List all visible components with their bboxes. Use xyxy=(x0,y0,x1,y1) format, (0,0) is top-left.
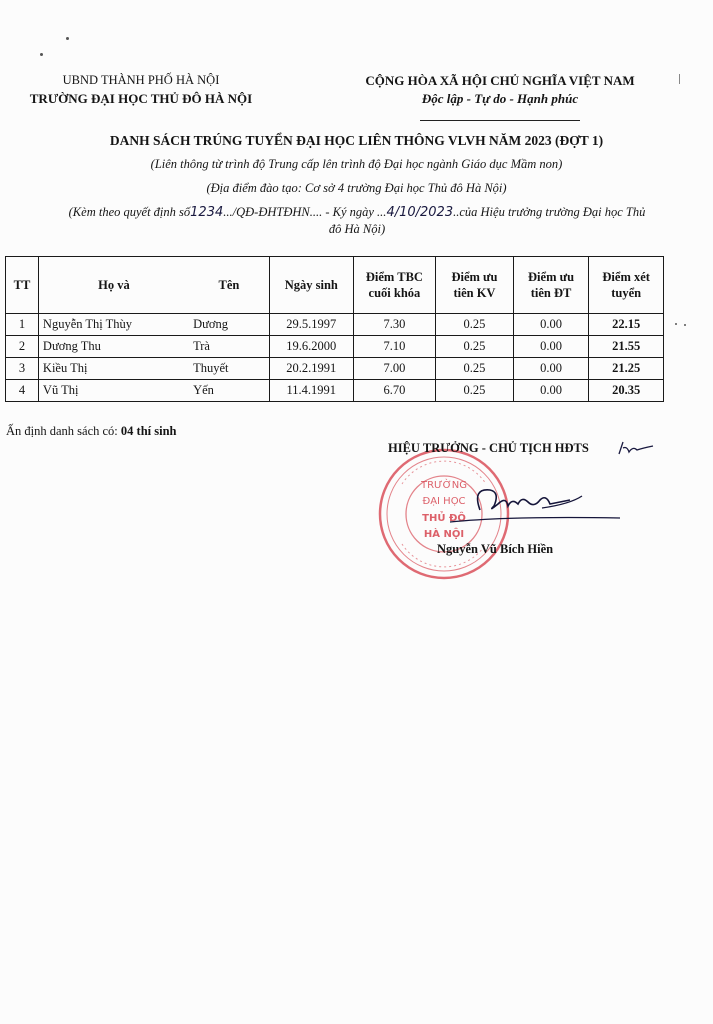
cell-xet-tuyen: 21.25 xyxy=(589,358,664,380)
cell-dt: 0.00 xyxy=(513,314,589,336)
header-uu-tien-kv xyxy=(436,257,514,314)
header-tt: TT xyxy=(6,257,39,314)
scan-speck xyxy=(66,37,69,40)
summary-count: 04 thí sinh xyxy=(120,424,177,438)
admission-table xyxy=(5,256,664,402)
cell-kv: 0.25 xyxy=(436,336,514,358)
seal-line-4: HÀ NỘI xyxy=(423,529,465,540)
cell-xet-tuyen: 22.15 xyxy=(589,314,664,336)
issuing-organization xyxy=(16,72,266,108)
cell-ho-va: Nguyễn Thị Thùy xyxy=(38,314,189,336)
org-line-1: UBND THÀNH PHỐ HÀ NỘI xyxy=(62,73,220,87)
nation-line-2: Độc lập - Tự do - Hạnh phúc xyxy=(421,91,579,106)
cell-ngay-sinh: 29.5.1997 xyxy=(269,314,353,336)
motto-underline xyxy=(420,120,580,121)
decree-part-1: (Kèm theo quyết định số xyxy=(68,205,191,219)
table-header-row xyxy=(6,257,664,314)
header-xet-tuyen xyxy=(589,257,664,314)
header-kv-line2: tiên KV xyxy=(453,286,496,300)
header-full-name xyxy=(38,257,269,314)
signatory-name: Nguyễn Vũ Bích Hiền xyxy=(437,542,554,556)
header-dt-line1: Điểm ưu xyxy=(528,270,575,284)
cell-kv: 0.25 xyxy=(436,380,514,402)
subtitle-location: (Địa điểm đào tạo: Cơ sở 4 trường Đại học Thủ đô Hà Nội) xyxy=(206,181,507,195)
header-diem-tbc-line1: Điểm TBC xyxy=(365,270,423,284)
cell-tt: 4 xyxy=(6,380,39,402)
cell-ngay-sinh: 11.4.1991 xyxy=(269,380,353,402)
cell-ho-va: Dương Thu xyxy=(38,336,189,358)
header-diem-tbc xyxy=(353,257,436,314)
cell-kv: 0.25 xyxy=(436,314,514,336)
header-ngay-sinh: Ngày sinh xyxy=(269,257,353,314)
cell-ten: Trà xyxy=(189,336,269,358)
table-row xyxy=(6,314,664,336)
cell-ho-va: Kiều Thị xyxy=(38,358,189,380)
org-line-2: TRƯỜNG ĐẠI HỌC THỦ ĐÔ HÀ NỘI xyxy=(29,91,253,106)
decree-part-2: .../QĐ-ĐHTĐHN.... - Ký ngày ... xyxy=(223,205,387,219)
decree-reference xyxy=(12,204,702,238)
cell-xet-tuyen: 20.35 xyxy=(589,380,664,402)
decree-number-handwritten: 1234 xyxy=(190,205,224,220)
document-title: DANH SÁCH TRÚNG TUYỂN ĐẠI HỌC LIÊN THÔNG VLVH NĂM 2023 (ĐỢT 1) xyxy=(109,133,604,148)
summary-line xyxy=(6,424,177,439)
cell-kv: 0.25 xyxy=(436,358,514,380)
cell-ngay-sinh: 19.6.2000 xyxy=(269,336,353,358)
cell-ten: Thuyết xyxy=(189,358,269,380)
header-ten: Tên xyxy=(218,278,240,292)
cell-tbc: 7.30 xyxy=(353,314,436,336)
initial-mark xyxy=(617,438,657,460)
seal-line-1: TRƯỜNG xyxy=(421,480,467,491)
cell-ngay-sinh: 20.2.1991 xyxy=(269,358,353,380)
cell-tbc: 6.70 xyxy=(353,380,436,402)
cell-tbc: 7.10 xyxy=(353,336,436,358)
cell-ten: Dương xyxy=(189,314,269,336)
nation-line-1: CỘNG HÒA XÃ HỘI CHỦ NGHĨA VIỆT NAM xyxy=(365,73,635,88)
cell-dt: 0.00 xyxy=(513,358,589,380)
cell-ho-va: Vũ Thị xyxy=(38,380,189,402)
table-row xyxy=(6,358,664,380)
cell-tbc: 7.00 xyxy=(353,358,436,380)
seal-line-3: THỦ ĐÔ xyxy=(422,513,466,524)
cell-dt: 0.00 xyxy=(513,336,589,358)
header-uu-tien-dt xyxy=(513,257,589,314)
seal-line-2: ĐẠI HỌC xyxy=(422,496,466,507)
scan-speck xyxy=(40,53,43,56)
cell-tt: 2 xyxy=(6,336,39,358)
handwritten-signature xyxy=(450,478,650,528)
cell-tt: 3 xyxy=(6,358,39,380)
table-row xyxy=(6,380,664,402)
header-xet-line1: Điểm xét xyxy=(602,270,650,284)
scan-speck xyxy=(684,324,686,326)
decree-part-3: ..của Hiệu trưởng trường Đại học Thủ xyxy=(453,205,646,219)
header-diem-tbc-line2: cuối khóa xyxy=(368,286,421,300)
header-ho-va: Họ và xyxy=(98,278,130,292)
header-dt-line2: tiên ĐT xyxy=(530,286,572,300)
signatory-title: HIỆU TRƯỞNG - CHỦ TỊCH HĐTS xyxy=(388,441,589,455)
subtitle-program: (Liên thông từ trình độ Trung cấp lên trình độ Đại học ngành Giáo dục Mầm non) xyxy=(150,157,563,171)
cell-ten: Yến xyxy=(189,380,269,402)
scan-speck xyxy=(675,323,677,325)
national-motto xyxy=(300,72,700,126)
summary-label: Ấn định danh sách có: xyxy=(6,424,121,438)
header-kv-line1: Điểm ưu xyxy=(451,270,498,284)
cell-dt: 0.00 xyxy=(513,380,589,402)
decree-date-handwritten: 4/10/2023 xyxy=(386,205,454,220)
decree-line-2: đô Hà Nội) xyxy=(328,222,386,236)
table-row xyxy=(6,336,664,358)
cell-xet-tuyen: 21.55 xyxy=(589,336,664,358)
header-xet-line2: tuyển xyxy=(611,286,642,300)
cell-tt: 1 xyxy=(6,314,39,336)
